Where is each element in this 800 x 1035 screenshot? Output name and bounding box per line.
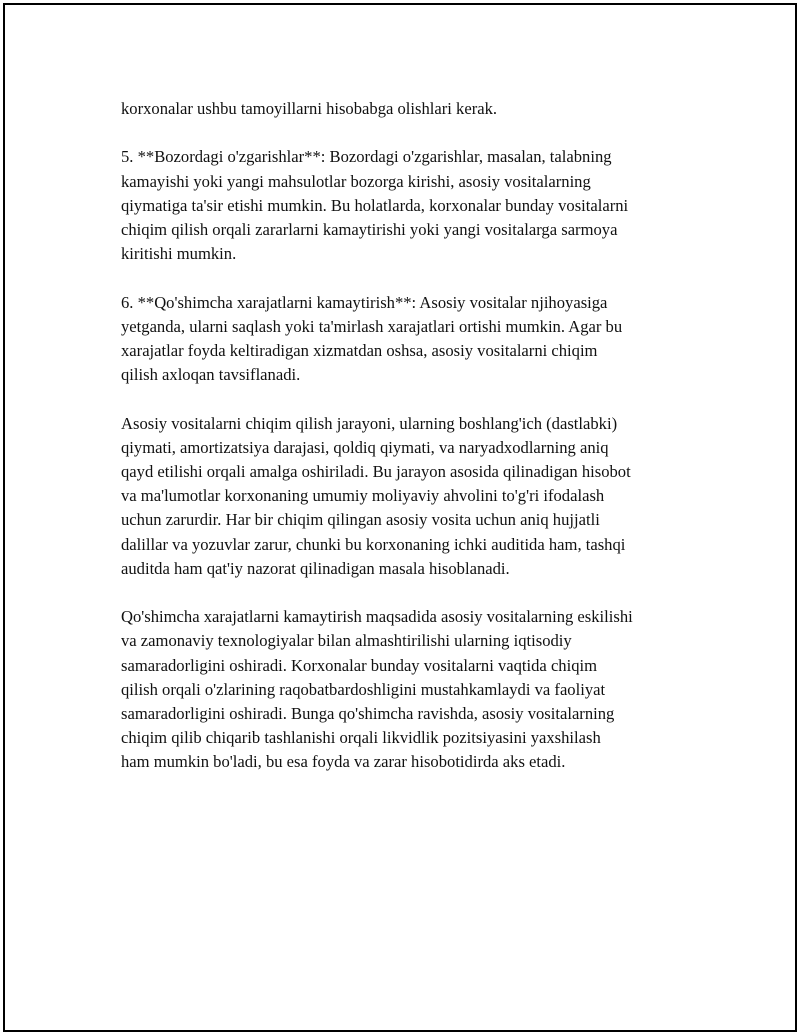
paragraph-intro-tail: korxonalar ushbu tamoyillarni hisobabga olishlari kerak. — [121, 99, 498, 118]
paragraph-efficiency: Qo'shimcha xarajatlarni kamaytirish maqsadida asosiy vositalarning eskilishi va zamonaviy texnologiyalar bilan almashtirilishi ularning iqtisodiy samaradorligini oshiradi. Korxonalar bunday vositalarni vaqtida chiqim qilish orqali o'zlarining raqobatbardoshligini mustahkamlaydi va faoliyat samaradorligini oshiradi. Bunga qo'shimcha ravishda, asosiy vositalarning chiqim qilib chiqarib tashlanishi orqali likvidlik pozitsiyasini yaxshilash ham mumkin bo'ladi, bu esa foyda va zarar hisobotidirda aks etadi. — [121, 607, 633, 772]
paragraph-reduce-costs: 6. **Qo'shimcha xarajatlarni kamaytirish**: Asosiy vositalar njihoyasiga yetganda, ularni saqlash yoki ta'mirlash xarajatlari ortishi mumkin. Agar bu xarajatlar foyda keltiradigan xizmatdan oshsa, asosiy vositalarni chiqim qilish axloqan tavsiflanadi. — [121, 292, 623, 385]
page-frame — [3, 3, 797, 1032]
paragraph-market-changes: 5. **Bozordagi o'zgarishlar**: Bozordagi o'zgarishlar, masalan, talabning kamayishi yoki yangi mahsulotlar bozorga kirishi, asosiy vositalarning qiymatiga ta'sir etishi mumkin. Bu holatlarda, korxonalar bunday vositalarni chiqim qilish orqali zararlarni kamaytirishi yoki yangi vositalarga sarmoya kiritishi mumkin. — [121, 147, 629, 264]
document-body — [121, 97, 701, 799]
paragraph-disposal-process: Asosiy vositalarni chiqim qilish jarayoni, ularning boshlang'ich (dastlabki) qiymati, amortizatsiya darajasi, qoldiq qiymati, va naryadxodlarning aniq qayd etilishi orqali amalga oshiriladi. Bu jarayon asosida qilinadigan hisobot va ma'lumotlar korxonaning umumiy moliyaviy ahvolini to'g'ri ifodalash uchun zarurdir. Har bir chiqim qilingan asosiy vosita uchun aniq hujjatli dalillar va yozuvlar zarur, chunki bu korxonaning ichki auditida ham, tashqi auditda ham qat'iy nazorat qilinadigan masala hisoblanadi. — [121, 413, 631, 578]
